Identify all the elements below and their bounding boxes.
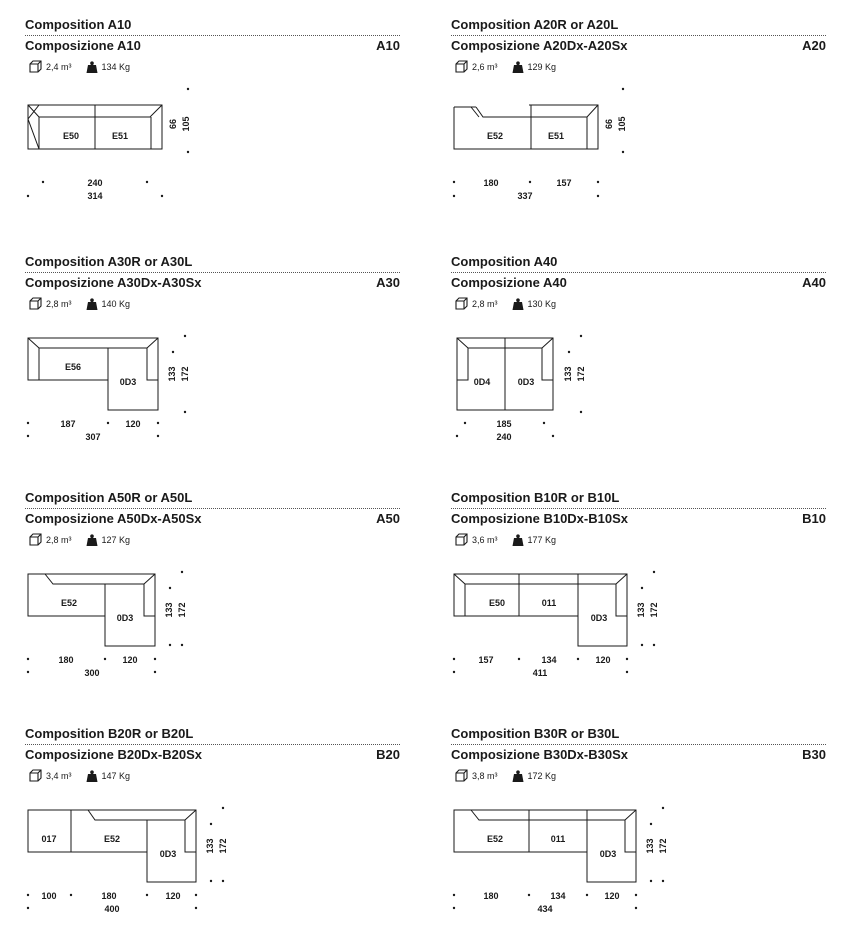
width-label: 134 xyxy=(550,891,566,901)
volume-value: 3,6 m³ xyxy=(472,534,498,545)
composition-code: A10 xyxy=(376,38,400,53)
module-label: E51 xyxy=(111,131,129,141)
weight-icon xyxy=(512,298,524,310)
divider xyxy=(25,35,400,36)
sofa-plan-drawing xyxy=(25,552,400,678)
depth-total-label: 172 xyxy=(649,602,659,618)
divider xyxy=(451,744,826,745)
width-label: 157 xyxy=(556,178,572,188)
composition-subtitle: Composizione B20Dx-B20Sx xyxy=(25,747,202,762)
weight-icon xyxy=(512,534,524,546)
depth-total-label: 172 xyxy=(658,838,668,854)
width-label: 120 xyxy=(595,655,611,665)
box-icon xyxy=(29,769,42,782)
depth-total-label: 172 xyxy=(180,366,190,382)
module-label: E50 xyxy=(62,131,80,141)
composition-panel-b10 xyxy=(451,490,826,705)
weight-icon xyxy=(86,534,98,546)
composition-subtitle: Composizione B30Dx-B30Sx xyxy=(451,747,628,762)
specs xyxy=(29,769,130,782)
specs xyxy=(29,533,130,546)
sofa-plan-drawing xyxy=(451,316,826,442)
composition-subtitle: Composizione A20Dx-A20Sx xyxy=(451,38,628,53)
module-label: 0D3 xyxy=(119,377,137,387)
sofa-plan-drawing xyxy=(25,788,400,914)
specs xyxy=(455,533,556,546)
module-label: E50 xyxy=(488,598,506,608)
weight-value: 172 Kg xyxy=(527,770,557,781)
composition-subtitle: Composizione B10Dx-B10Sx xyxy=(451,511,628,526)
total-width-label: 240 xyxy=(496,432,512,442)
module-label: E51 xyxy=(547,131,565,141)
module-label: 0D3 xyxy=(159,849,177,859)
depth-label: 66 xyxy=(604,118,614,130)
module-label: 011 xyxy=(541,598,557,608)
composition-panel-b30 xyxy=(451,726,826,941)
weight-icon xyxy=(86,298,98,310)
composition-subtitle: Composizione A40 xyxy=(451,275,567,290)
weight-value: 177 Kg xyxy=(527,534,557,545)
volume-value: 2,8 m³ xyxy=(46,534,72,545)
composition-code: A40 xyxy=(802,275,826,290)
depth-total-label: 172 xyxy=(218,838,228,854)
depth-label: 66 xyxy=(168,118,178,130)
weight-value: 140 Kg xyxy=(101,298,131,309)
width-label: 120 xyxy=(604,891,620,901)
composition-subtitle: Composizione A30Dx-A30Sx xyxy=(25,275,202,290)
width-label: 185 xyxy=(496,419,512,429)
total-width-label: 307 xyxy=(85,432,101,442)
composition-panel-a50 xyxy=(25,490,400,705)
composition-panel-a20 xyxy=(451,17,826,232)
sofa-plan-drawing xyxy=(25,79,400,199)
composition-code: B20 xyxy=(376,747,400,762)
weight-value: 134 Kg xyxy=(101,61,131,72)
composition-title: Composition A30R or A30L xyxy=(25,254,193,269)
module-label: 0D3 xyxy=(590,613,608,623)
composition-title: Composition B10R or B10L xyxy=(451,490,620,505)
divider xyxy=(25,508,400,509)
weight-icon xyxy=(86,61,98,73)
width-label: 180 xyxy=(483,178,499,188)
box-icon xyxy=(455,769,468,782)
specs xyxy=(29,60,130,73)
module-label: E52 xyxy=(103,834,121,844)
weight-value: 147 Kg xyxy=(101,770,131,781)
weight-icon xyxy=(512,770,524,782)
composition-panel-a10 xyxy=(25,17,400,232)
module-label: 0D3 xyxy=(517,377,535,387)
composition-subtitle: Composizione A10 xyxy=(25,38,141,53)
specs xyxy=(29,297,130,310)
box-icon xyxy=(455,533,468,546)
width-label: 134 xyxy=(541,655,557,665)
sofa-plan-drawing xyxy=(25,316,400,442)
depth-total-label: 105 xyxy=(181,116,191,132)
divider xyxy=(25,272,400,273)
depth-label: 133 xyxy=(636,602,646,618)
divider xyxy=(451,272,826,273)
total-width-label: 400 xyxy=(104,904,120,914)
width-label: 180 xyxy=(101,891,117,901)
module-label: E52 xyxy=(486,131,504,141)
width-label: 157 xyxy=(478,655,494,665)
weight-value: 127 Kg xyxy=(101,534,131,545)
total-width-label: 300 xyxy=(84,668,100,678)
volume-value: 2,6 m³ xyxy=(472,61,498,72)
composition-code: A30 xyxy=(376,275,400,290)
module-label: E56 xyxy=(64,362,82,372)
composition-title: Composition B30R or B30L xyxy=(451,726,620,741)
sofa-plan-drawing xyxy=(451,552,826,678)
depth-total-label: 172 xyxy=(576,366,586,382)
specs xyxy=(455,60,556,73)
specs xyxy=(455,297,556,310)
composition-subtitle: Composizione A50Dx-A50Sx xyxy=(25,511,202,526)
width-label: 240 xyxy=(87,178,103,188)
divider xyxy=(451,508,826,509)
depth-total-label: 172 xyxy=(177,602,187,618)
depth-label: 133 xyxy=(164,602,174,618)
width-label: 187 xyxy=(60,419,76,429)
weight-value: 129 Kg xyxy=(527,61,557,72)
depth-label: 133 xyxy=(167,366,177,382)
composition-title: Composition A10 xyxy=(25,17,132,32)
width-label: 120 xyxy=(125,419,141,429)
composition-code: B30 xyxy=(802,747,826,762)
module-label: 0D3 xyxy=(116,613,134,623)
box-icon xyxy=(29,297,42,310)
width-label: 120 xyxy=(122,655,138,665)
sofa-plan-drawing xyxy=(451,788,826,914)
weight-value: 130 Kg xyxy=(527,298,557,309)
composition-panel-a40 xyxy=(451,254,826,469)
box-icon xyxy=(455,60,468,73)
weight-icon xyxy=(512,61,524,73)
total-width-label: 434 xyxy=(537,904,553,914)
depth-total-label: 105 xyxy=(617,116,627,132)
volume-value: 2,8 m³ xyxy=(46,298,72,309)
weight-icon xyxy=(86,770,98,782)
depth-label: 133 xyxy=(563,366,573,382)
composition-code: A20 xyxy=(802,38,826,53)
composition-title: Composition A50R or A50L xyxy=(25,490,193,505)
box-icon xyxy=(29,533,42,546)
divider xyxy=(451,35,826,36)
width-label: 100 xyxy=(41,891,57,901)
volume-value: 2,8 m³ xyxy=(472,298,498,309)
composition-title: Composition B20R or B20L xyxy=(25,726,194,741)
volume-value: 3,8 m³ xyxy=(472,770,498,781)
divider xyxy=(25,744,400,745)
composition-title: Composition A20R or A20L xyxy=(451,17,619,32)
module-label: 017 xyxy=(41,834,57,844)
module-label: E52 xyxy=(486,834,504,844)
composition-title: Composition A40 xyxy=(451,254,558,269)
module-label: 0D3 xyxy=(599,849,617,859)
composition-panel-b20 xyxy=(25,726,400,941)
width-label: 180 xyxy=(58,655,74,665)
module-label: 011 xyxy=(550,834,566,844)
specs xyxy=(455,769,556,782)
module-label: 0D4 xyxy=(473,377,491,387)
composition-code: A50 xyxy=(376,511,400,526)
volume-value: 3,4 m³ xyxy=(46,770,72,781)
sofa-plan-drawing xyxy=(451,79,826,199)
width-label: 180 xyxy=(483,891,499,901)
composition-panel-a30 xyxy=(25,254,400,469)
composition-code: B10 xyxy=(802,511,826,526)
depth-label: 133 xyxy=(205,838,215,854)
volume-value: 2,4 m³ xyxy=(46,61,72,72)
box-icon xyxy=(455,297,468,310)
width-label: 120 xyxy=(165,891,181,901)
depth-label: 133 xyxy=(645,838,655,854)
total-width-label: 411 xyxy=(532,668,548,678)
module-label: E52 xyxy=(60,598,78,608)
total-width-label: 337 xyxy=(517,191,533,201)
box-icon xyxy=(29,60,42,73)
total-width-label: 314 xyxy=(87,191,103,201)
